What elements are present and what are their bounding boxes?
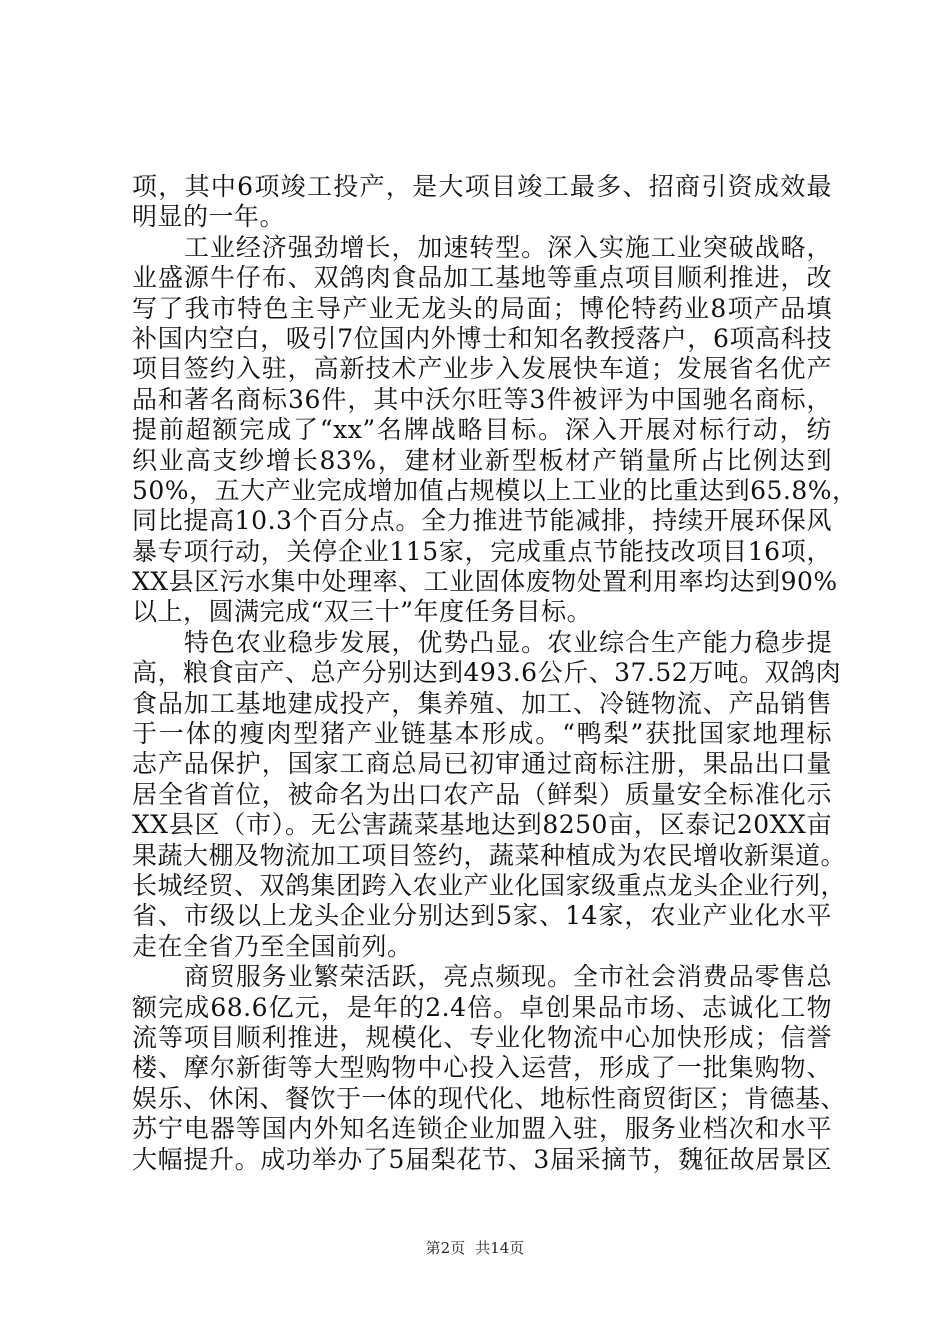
text-line: 居全省首位，被命名为出口农产品（鲜梨）质量安全标准化示 xyxy=(132,779,832,809)
text-line: 楼、摩尔新街等大型购物中心投入运营，形成了一批集购物、 xyxy=(132,1053,832,1083)
text-line: 明显的一年。 xyxy=(132,202,286,232)
text-line: 高，粮食亩产、总产分别达到493.6公斤、37.52万吨。双鸽肉 xyxy=(132,658,842,688)
text-line: 苏宁电器等国内外知名连锁企业加盟入驻，服务业档次和水平 xyxy=(132,1114,832,1144)
text-line: 长城经贸、双鸽集团跨入农业产业化国家级重点龙头企业行列， xyxy=(132,870,847,900)
text-line: 50%，五大产业完成增加值占规模以上工业的比重达到65.8%， xyxy=(132,475,858,505)
text-line: 额完成68.6亿元，是年的2.4倍。卓创果品市场、志诚化工物 xyxy=(132,992,832,1022)
document-body xyxy=(132,172,858,1175)
text-line: 项目签约入驻，高新技术产业步入发展快车道；发展省名优产 xyxy=(132,354,832,384)
text-line: 志产品保护，国家工商总局已初审通过商标注册，果品出口量 xyxy=(132,749,832,779)
page-footer xyxy=(0,1238,950,1258)
text-line: 食品加工基地建成投产，集养殖、加工、冷链物流、产品销售 xyxy=(132,688,832,718)
paragraph-first-line: 商贸服务业繁荣活跃，亮点频现。全市社会消费品零售总 xyxy=(184,962,832,992)
text-line: 项，其中6项竣工投产，是大项目竣工最多、招商引资成效最 xyxy=(132,172,832,201)
paragraph-first-line: 特色农业稳步发展，优势凸显。农业综合生产能力稳步提 xyxy=(184,627,832,657)
text-line: 娱乐、休闲、餐饮于一体的现代化、地标性商贸街区；肯德基、 xyxy=(132,1083,847,1113)
text-line: 写了我市特色主导产业无龙头的局面；博伦特药业8项产品填 xyxy=(132,293,832,323)
text-line: 业盛源牛仔布、双鸽肉食品加工基地等重点项目顺利推进，改 xyxy=(132,263,832,293)
text-line: 提前超额完成了“xx”名牌战略目标。深入开展对标行动，纺 xyxy=(132,415,832,445)
text-line: 流等项目顺利推进，规模化、专业化物流中心加快形成；信誉 xyxy=(132,1022,832,1052)
text-line: 织业高支纱增长83%，建材业新型板材产销量所占比例达到 xyxy=(132,445,832,475)
text-line: XX县区（市）。无公害蔬菜基地达到8250亩，区泰记20XX亩 xyxy=(132,810,832,840)
text-line: 补国内空白，吸引7位国内外博士和知名教授落户，6项高科技 xyxy=(132,323,832,353)
text-line: 同比提高10.3个百分点。全力推进节能减排，持续开展环保风 xyxy=(132,506,832,536)
text-line: 大幅提升。成功举办了5届梨花节、3届采摘节，魏征故居景区 xyxy=(132,1144,832,1174)
page-number: 第2页 xyxy=(425,1239,466,1257)
text-line: 暴专项行动，关停企业115家，完成重点节能技改项目16项， xyxy=(132,536,832,566)
paragraph-first-line: 工业经济强劲增长，加速转型。深入实施工业突破战略， xyxy=(184,232,832,262)
text-line: 品和著名商标36件，其中沃尔旺等3件被评为中国驰名商标， xyxy=(132,384,832,414)
text-line: 果蔬大棚及物流加工项目签约，蔬菜种植成为农民增收新渠道。 xyxy=(132,840,847,870)
text-line: XX县区污水集中处理率、工业固体废物处置利用率均达到90% xyxy=(132,567,838,597)
page-total: 共14页 xyxy=(475,1239,525,1257)
text-line: 省、市级以上龙头企业分别达到5家、14家，农业产业化水平 xyxy=(132,901,832,931)
text-line: 以上，圆满完成“双三十”年度任务目标。 xyxy=(132,597,593,627)
text-line: 于一体的瘦肉型猪产业链基本形成。“鸭梨”获批国家地理标 xyxy=(132,719,832,749)
text-line: 走在全省乃至全国前列。 xyxy=(132,931,413,961)
